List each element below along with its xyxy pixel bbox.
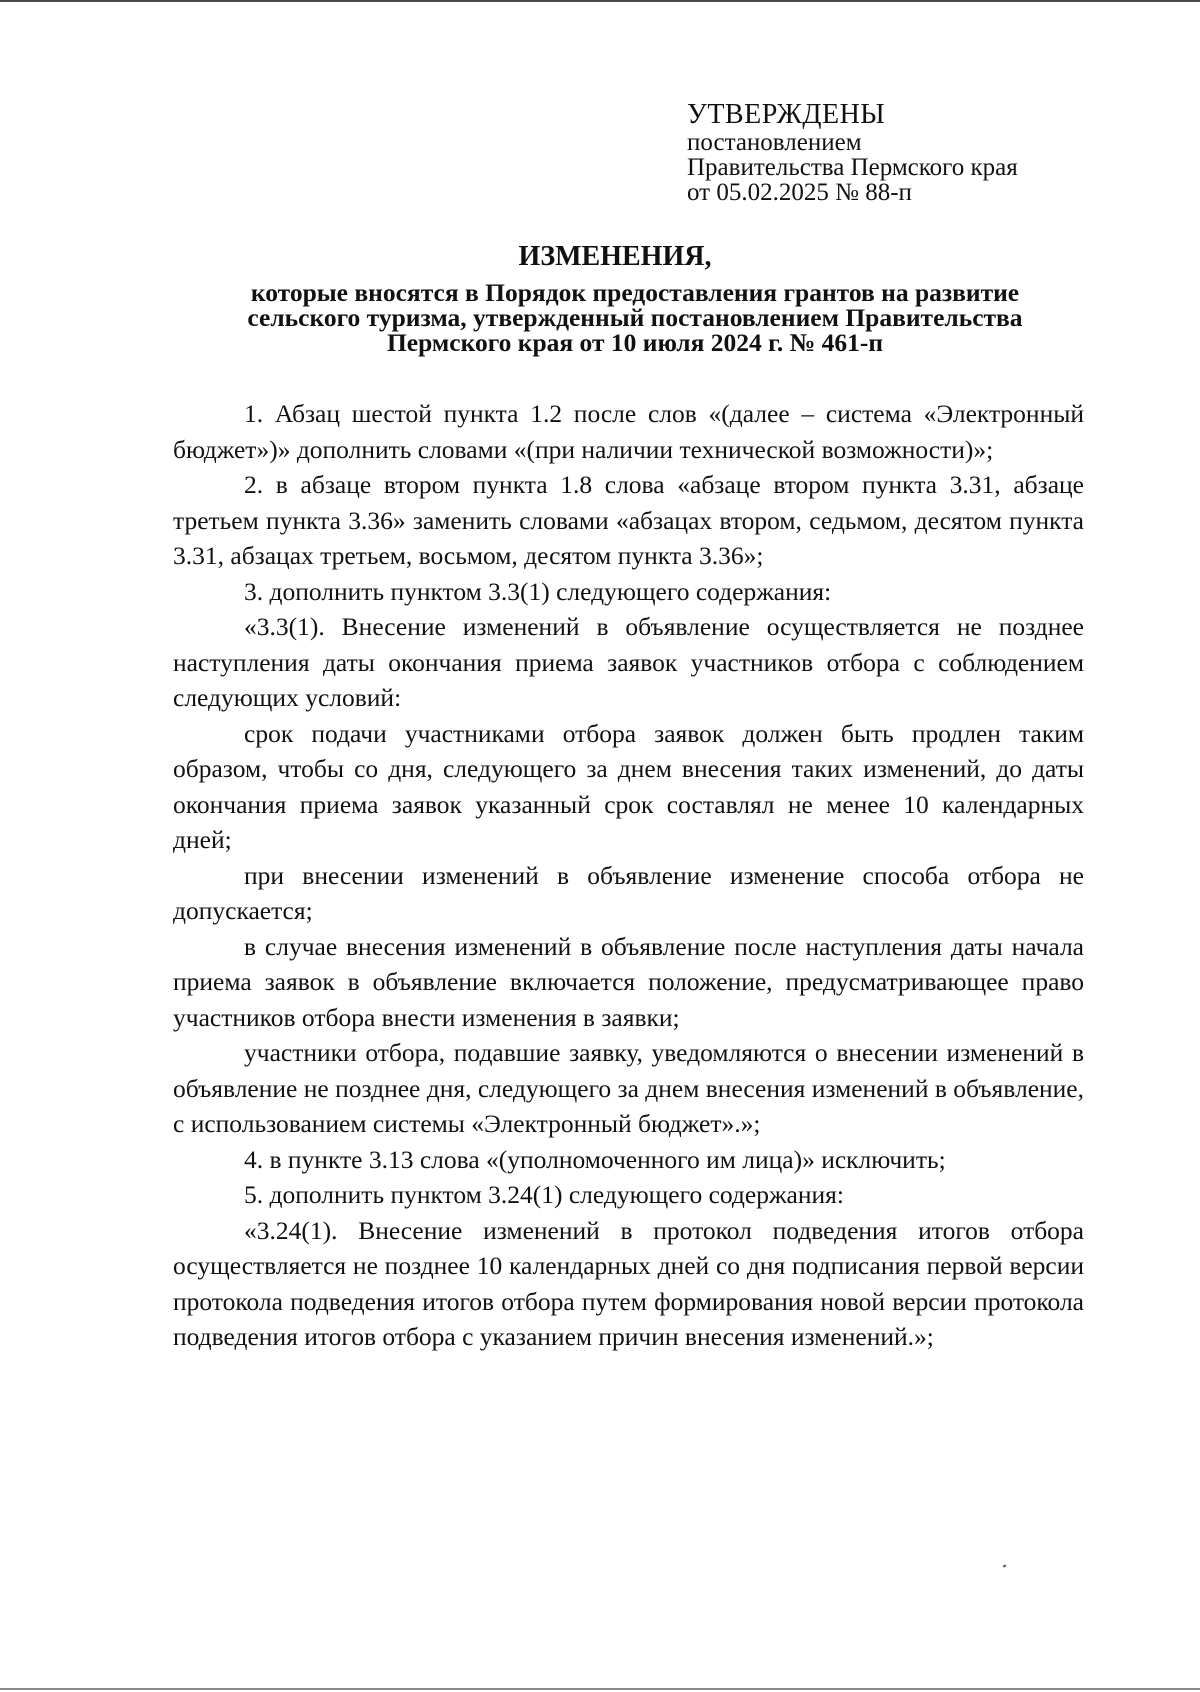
paragraph-9: 4. в пункте 3.13 слова «(уполномоченного им лица)» исключить; [244, 1144, 946, 1174]
approval-line-1: постановлением [687, 129, 862, 156]
scan-bottom-edge [0, 1688, 1200, 1690]
paragraph-3: 3. дополнить пунктом 3.3(1) следующего содержания: [244, 576, 832, 606]
approval-line-2: Правительства Пермского края [687, 154, 1018, 181]
approval-line-3: от 05.02.2025 № 88-п [687, 179, 912, 206]
paragraph-7: в случае внесения изменений в объявление после наступления даты начала приема заявок в объявление включается положение, предусматривающее право участников отбора внести изменения в заявки; [173, 931, 1084, 1032]
paragraph-5: срок подачи участниками отбора заявок должен быть продлен таким образом, чтобы со дня, следующего за днем внесения таких изменений, до даты окончания приема заявок указанный срок составлял не менее 10 календарных дней; [173, 718, 1084, 854]
scan-top-edge [0, 0, 1200, 2]
subtitle-line-1: которые вносятся в Порядок предоставления грантов на развитие [250, 278, 1020, 307]
paragraph-4: «3.3(1). Внесение изменений в объявление осуществляется не позднее наступления даты окончания приема заявок участников отбора с соблюдением следующих условий: [173, 612, 1084, 712]
subtitle-line-3: Пермского края от 10 июля 2024 г. № 461-п [386, 328, 884, 357]
paragraph-10: 5. дополнить пунктом 3.24(1) следующего содержания: [244, 1180, 844, 1209]
paragraph-11: «3.24(1). Внесение изменений в протокол подведения итогов отбора осуществляется не позднее 10 календарных дней со дня подписания первой версии протокола подведения итогов отбора путем формирования новой версии протокола подведения итогов отбора с указанием причин внесения изменений.»; [173, 1215, 1084, 1351]
subtitle-line-2: сельского туризма, утвержденный постановлением Правительства [247, 303, 1023, 332]
document-subtitle [175, 280, 1095, 355]
approval-block [687, 100, 1107, 205]
paragraph-8: участники отбора, подавшие заявку, уведомляются о внесении изменений в объявление не позднее дня, следующего за днем внесения изменений в объявление, с использованием системы «Электронный бюджет».»; [173, 1038, 1084, 1138]
paragraph-2: 2. в абзаце втором пункта 1.8 слова «абзаце втором пункта 3.31, абзаце третьем пункта 3.36» заменить словами «абзацах втором, седьмом, десятом пункта 3.31, абзацах третьем, восьмом, десятом пункта 3.36»; [173, 470, 1084, 570]
document-body [173, 396, 1084, 1355]
paragraph-6: при внесении изменений в объявление изменение способа отбора не допускается; [173, 860, 1084, 925]
scan-speck [1003, 1564, 1007, 1567]
document-title: ИЗМЕНЕНИЯ, [518, 241, 712, 272]
approval-heading: УТВЕРЖДЕНЫ [687, 99, 886, 130]
paragraph-1: 1. Абзац шестой пункта 1.2 после слов «(далее – система «Электронный бюджет»)» дополнить словами «(при наличии технической возможности)»; [173, 399, 1084, 464]
